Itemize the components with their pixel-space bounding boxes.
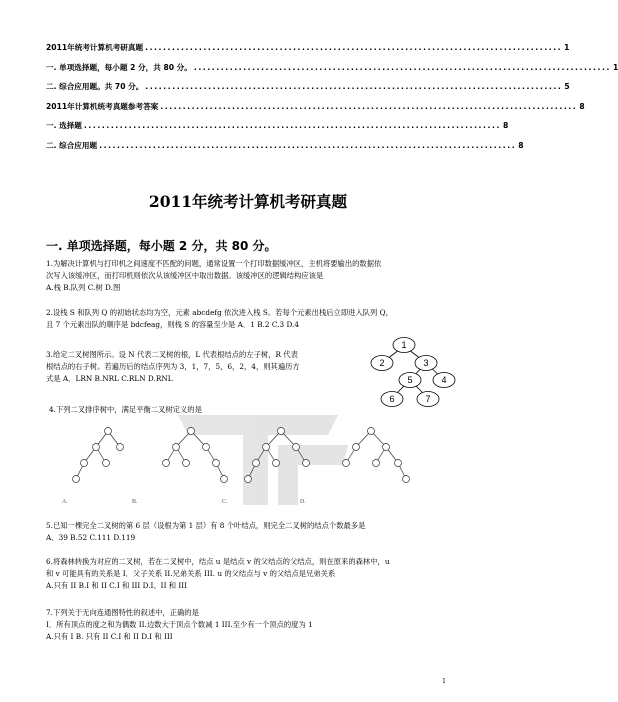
toc-entry[interactable]: 2011年统考计算机考研真题 ............................................................................................. 1 xyxy=(46,43,570,52)
question-2-line: 且 7 个元素出队的顺序是 bdcfeag，则栈 S 的容量至少是 A．1 B.2 C.3 D.4 xyxy=(46,320,299,329)
toc-entry[interactable]: 一. 单项选择题，每小题 2 分，共 80 分。 ............................................................................................. 1 xyxy=(46,62,618,72)
document-title: 2011年统考计算机考研真题 xyxy=(148,192,348,211)
toc-entry[interactable]: 2011年计算机统考真题参考答案 ............................................................................................. 8 xyxy=(46,101,585,111)
question-5-options: A．39 B.52 C.111 D.119 xyxy=(46,533,136,542)
toc-entry[interactable]: 二. 综合应用题 ............................................................................................. 8 xyxy=(46,140,524,150)
table-of-contents xyxy=(46,42,618,159)
option-label: D. xyxy=(300,499,306,505)
question-7-options: A.只有 I B. 只有 II C.I 和 II D.I 和 III xyxy=(46,632,173,641)
question-6-line: 和 v 可能具有的关系是 I．父子关系 II.兄弟关系 III. u 的父结点与 v 的父结点是兄弟关系 xyxy=(46,569,336,578)
question-3-options: 式是 A．LRN B.NRL C.RLN D.RNL xyxy=(46,374,173,383)
question-7-line: 7.下列关于无向连通图特性的叙述中，正确的是 xyxy=(46,608,199,617)
toc-entry[interactable]: 二. 综合应用题。共 70 分。 ............................................................................................. 5 xyxy=(46,82,570,91)
section-heading: 一. 单项选择题，每小题 2 分，共 80 分。 xyxy=(46,239,277,253)
question-6-options: A.只有 II B.I 和 II C.I 和 III D.I、II 和 III xyxy=(46,581,188,590)
page-number: 1 xyxy=(442,678,446,685)
question-1-options: A.栈 B.队列 C.树 D.图 xyxy=(46,283,121,292)
question-4-line: 4.下列二叉排序树中，满足平衡二叉树定义的是 xyxy=(49,405,202,414)
binary-tree-figure xyxy=(352,335,456,417)
option-label: B. xyxy=(132,499,138,505)
question-3-line: 根结点的右子树。若遍历后的结点序列为 3，1，7，5，6，2，4，则其遍历方 xyxy=(46,362,300,371)
tree-node-label: 3 xyxy=(423,358,429,368)
question-7-line: I．所有顶点的度之和为偶数 II.边数大于顶点个数减 1 III.至少有一个顶点的度为 1 xyxy=(46,620,313,629)
tree-node-label: 6 xyxy=(389,394,395,404)
option-label: C. xyxy=(222,499,228,505)
tree-node-label: 1 xyxy=(401,340,407,350)
question-5-line: 5.已知一棵完全二叉树的第 6 层（设根为第 1 层）有 8 个叶结点，则完全二叉树的结点个数最多是 xyxy=(46,521,366,530)
question-1-line: 次写入该缓冲区，而打印机则依次从该缓冲区中取出数据。该缓冲区的逻辑结构应该是 xyxy=(46,271,324,280)
question-3-line: 3.给定二叉树图所示。设 N 代表二叉树的根，L 代表根结点的左子树，R 代表 xyxy=(46,350,298,359)
question-6-line: 6.将森林转换为对应的二叉树，若在二叉树中，结点 u 是结点 v 的父结点的父结点，则在原来的森林中，u xyxy=(46,557,390,566)
toc-entry[interactable]: 一. 选择题 ............................................................................................. 8 xyxy=(46,121,509,130)
tree-node-label: 4 xyxy=(441,375,447,385)
option-trees-figure xyxy=(56,423,456,509)
tree-node-label: 5 xyxy=(407,375,413,385)
tree-node-label: 2 xyxy=(379,358,385,368)
question-2-line: 2.设栈 S 和队列 Q 的初始状态均为空，元素 abcdefg 依次进入栈 S。若每个元素出栈后立即进入队列 Q， xyxy=(46,308,393,317)
tree-node-label: 7 xyxy=(425,394,431,404)
option-label: A. xyxy=(62,499,68,505)
question-1-line: 1.为解决计算机与打印机之间速度不匹配的问题，通常设置一个打印数据缓冲区，主机将要输出的数据依 xyxy=(46,259,382,268)
